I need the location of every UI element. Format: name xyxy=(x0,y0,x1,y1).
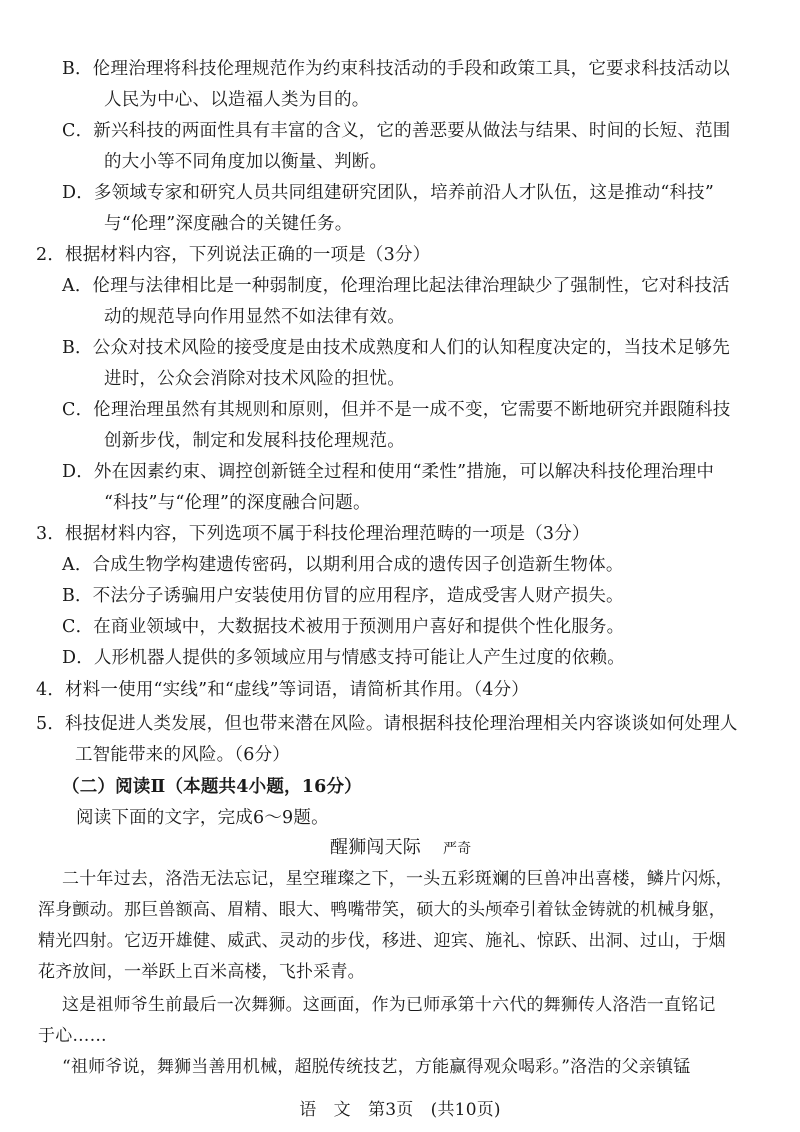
q3-stem: 3．根据材料内容，下列选项不属于科技伦理治理范畴的一项是（3分） xyxy=(36,524,590,544)
story-author: 严奇 xyxy=(443,841,472,857)
story-p2-line1: 这是祖师爷生前最后一次舞狮。这画面，作为已师承第十六代的舞狮传人洛浩一直铭记 xyxy=(62,995,716,1015)
q4-stem: 4．材料一使用“实线”和“虚线”等词语，请简析其作用。（4分） xyxy=(36,680,530,700)
q1-option-d-line2: 与“伦理”深度融合的关键任务。 xyxy=(104,214,353,234)
story-p1-line1: 二十年过去，洛浩无法忘记，星空璀璨之下，一头五彩斑斓的巨兽冲出喜楼，鳞片闪烁， xyxy=(62,869,733,889)
story-p2-line2: 于心…… xyxy=(38,1026,107,1046)
q3-option-c: C．在商业领域中，大数据技术被用于预测用户喜好和提供个性化服务。 xyxy=(62,617,625,637)
q2-option-d-line2: “科技”与“伦理”的深度融合问题。 xyxy=(104,493,371,513)
q3-option-b: B．不法分子诱骗用户安装使用仿冒的应用程序，造成受害人财产损失。 xyxy=(62,586,624,606)
q5-stem-line2: 工智能带来的风险。（6分） xyxy=(75,745,290,765)
q2-option-a-line2: 动的规范导向作用显然不如法律有效。 xyxy=(104,307,405,327)
q2-option-b-line2: 进时，公众会消除对技术风险的担忧。 xyxy=(104,369,405,389)
q3-option-a: A．合成生物学构建遗传密码，以期利用合成的遗传因子创造新生物体。 xyxy=(62,555,624,575)
q2-option-c-line1: C．伦理治理虽然有其规则和原则，但并不是一成不变，它需要不断地研究并跟随科技 xyxy=(62,400,731,420)
q1-option-c-line2: 的大小等不同角度加以衡量、判断。 xyxy=(104,152,388,172)
story-p1-line3: 精光四射。它迈开雄健、威武、灵动的步伐，移进、迎宾、施礼、惊跃、出洞、过山，于烟 xyxy=(38,931,726,951)
section-heading: （二）阅读Ⅱ（本题共4小题，16分） xyxy=(62,777,362,797)
q1-option-b-line2: 人民为中心、以造福人类为目的。 xyxy=(104,90,370,110)
q2-option-c-line2: 创新步伐，制定和发展科技伦理规范。 xyxy=(104,431,405,451)
q5-stem-line1: 5．科技促进人类发展，但也带来潜在风险。请根据科技伦理治理相关内容谈谈如何处理人 xyxy=(36,714,738,734)
page-footer: 语 文 第3页 (共10页) xyxy=(299,1100,501,1120)
q1-option-d-line1: D．多领域专家和研究人员共同组建研究团队，培养前沿人才队伍，这是推动“科技” xyxy=(62,183,715,203)
q2-option-d-line1: D．外在因素约束、调控创新链全过程和使用“柔性”措施，可以解决科技伦理治理中 xyxy=(62,462,715,482)
q1-option-b-line1: B．伦理治理将科技伦理规范作为约束科技活动的手段和政策工具，它要求科技活动以 xyxy=(62,59,730,79)
q2-stem: 2．根据材料内容，下列说法正确的一项是（3分） xyxy=(36,245,431,265)
section-instruction: 阅读下面的文字，完成6～9题。 xyxy=(76,808,329,828)
story-title xyxy=(330,836,471,861)
q2-option-b-line1: B．公众对技术风险的接受度是由技术成熟度和人们的认知程度决定的，当技术足够先 xyxy=(62,338,730,358)
story-p1-line4: 花齐放间，一举跃上百米高楼，飞扑采青。 xyxy=(38,962,365,982)
q3-option-d: D．人形机器人提供的多领域应用与情感支持可能让人产生过度的依赖。 xyxy=(62,648,625,668)
q2-option-a-line1: A．伦理与法律相比是一种弱制度，伦理治理比起法律治理缺少了强制性，它对科技活 xyxy=(62,276,730,296)
story-p1-line2: 浑身颤动。那巨兽额高、眉精、眼大、鸭嘴带笑，硕大的头颅牵引着钛金铸就的机械身躯， xyxy=(38,900,726,920)
q1-option-c-line1: C．新兴科技的两面性具有丰富的含义，它的善恶要从做法与结果、时间的长短、范围 xyxy=(62,121,731,141)
story-p3-line1: “祖师爷说，舞狮当善用机械，超脱传统技艺，方能赢得观众喝彩。”洛浩的父亲镇锰 xyxy=(62,1057,691,1077)
story-title-text: 醒狮闯天际 xyxy=(330,837,421,858)
